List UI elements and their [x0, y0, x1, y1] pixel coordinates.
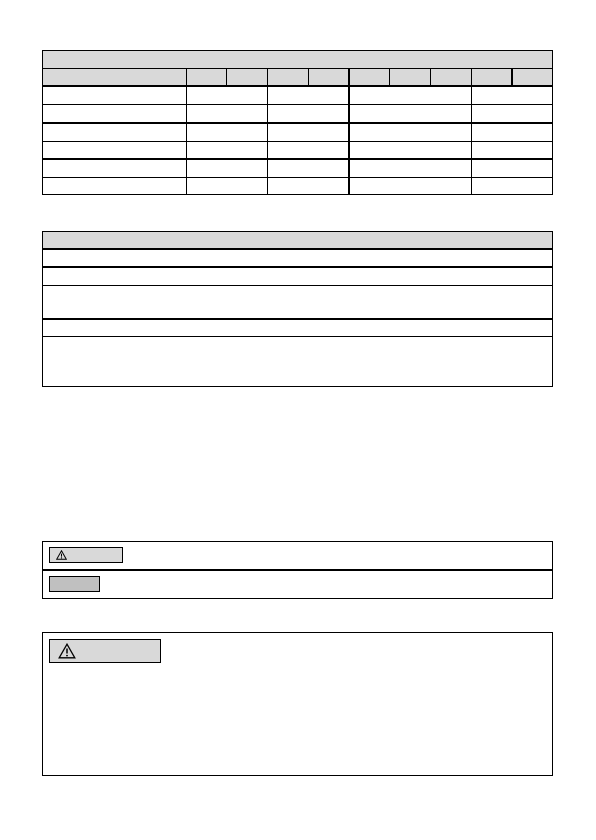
warning-triangle-icon	[56, 550, 67, 560]
info-table-title-band	[43, 232, 552, 248]
spec-table-title-band	[43, 51, 552, 68]
caution-label-chip	[49, 547, 123, 563]
warning-triangle-icon	[58, 643, 76, 659]
spec-table-subheader-band	[43, 69, 552, 85]
info-table-frame	[42, 231, 553, 387]
warning-label-chip	[49, 639, 161, 663]
note-label-chip	[49, 576, 100, 592]
